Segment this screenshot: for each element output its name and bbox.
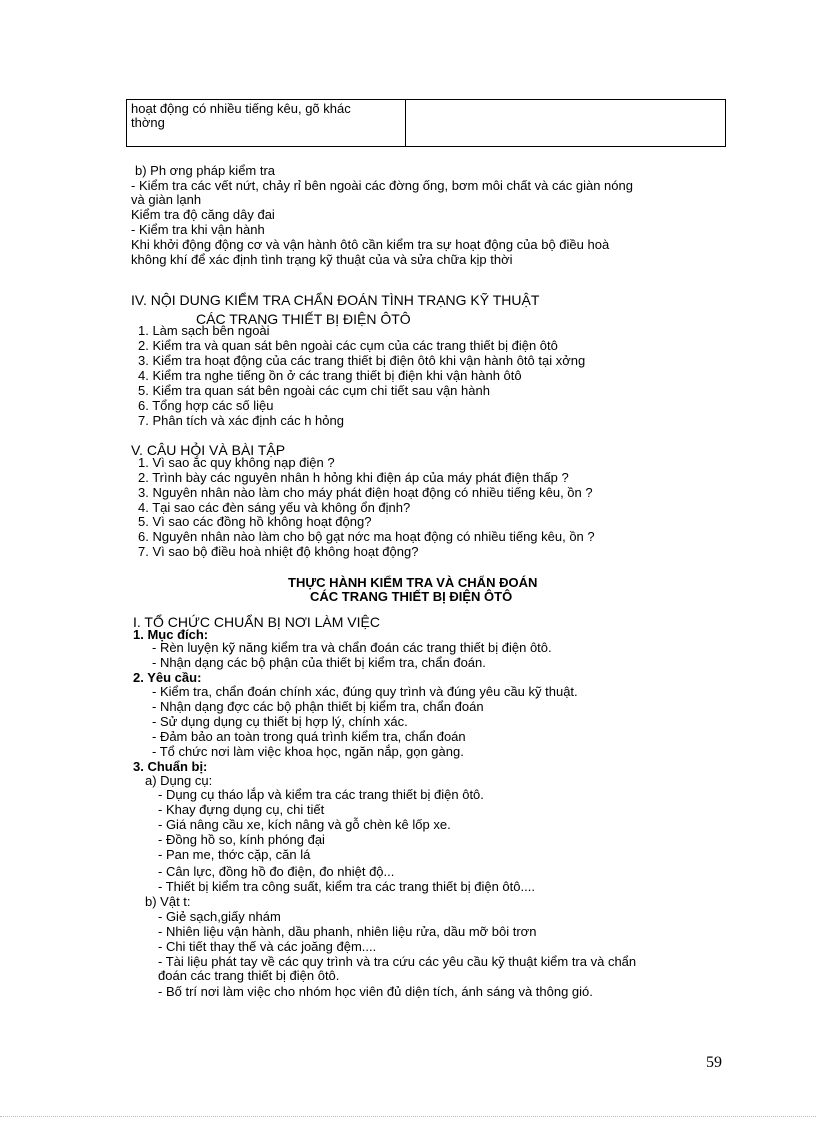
list-item: 7. Vì sao bộ điều hoà nhiệt độ không hoạt động? (138, 544, 419, 559)
list-item: 5. Kiểm tra quan sát bên ngoài các cụm chi tiết sau vận hành (138, 383, 490, 398)
list-item: - Dụng cụ tháo lắp và kiểm tra các trang thiết bị điện ôtô. (158, 787, 484, 802)
method-line: và giàn lạnh (131, 192, 202, 207)
method-line: - Kiểm tra các vết nứt, chảy rỉ bên ngoài các đờng ống, bơm môi chất và các giàn nóng (131, 178, 633, 193)
method-heading: b) Ph ơng pháp kiểm tra (135, 163, 276, 178)
table-cell-line: thờng (131, 115, 165, 130)
table-row (127, 100, 726, 147)
list-item: - Chi tiết thay thế và các joăng đệm.... (158, 939, 377, 954)
list-item: 3. Nguyên nhân nào làm cho máy phát điện hoạt động có nhiều tiếng kêu, ồn ? (138, 485, 593, 500)
list-item: - Pan me, thớc cặp, căn lá (158, 847, 311, 862)
section-iv-title: IV. NỘI DUNG KIỂM TRA CHẨN ĐOÁN TÌNH TRẠNG KỸ THUẬT (131, 292, 540, 308)
list-item: 6. Tổng hợp các số liệu (138, 398, 274, 413)
list-item: - Khay đựng dụng cụ, chi tiết (158, 802, 325, 817)
tools-heading: a) Dụng cụ: (145, 773, 213, 788)
method-line: Kiểm tra độ căng dây đai (131, 207, 275, 222)
list-item: 4. Kiểm tra nghe tiếng ồn ở các trang thiết bị điện khi vận hành ôtô (138, 368, 522, 383)
section-v-title: V. CÂU HỎI VÀ BÀI TẬP (131, 442, 286, 458)
list-item: đoán các trang thiết bị điện ôtô. (158, 968, 340, 983)
list-item: - Nhận dạng đợc các bộ phận thiết bị kiểm tra, chẩn đoán (152, 699, 484, 714)
list-item: - Đồng hồ so, kính phóng đại (158, 832, 325, 847)
list-item: 4. Tại sao các đèn sáng yếu và không ổn định? (138, 500, 411, 515)
practice-title: THỰC HÀNH KIỂM TRA VÀ CHẨN ĐOÁN (288, 575, 538, 590)
list-item: - Nhiên liệu vận hành, dầu phanh, nhiên liệu rửa, dầu mỡ bôi trơn (158, 924, 537, 939)
list-item: 5. Vì sao các đồng hồ không hoạt động? (138, 514, 372, 529)
table-cell-empty (406, 100, 726, 147)
list-item: - Đảm bảo an toàn trong quá trình kiểm tra, chẩn đoán (152, 729, 466, 744)
method-line: - Kiểm tra khi vận hành (131, 222, 265, 237)
list-item: - Tổ chức nơi làm việc khoa học, ngăn nắp, gọn gàng. (152, 744, 464, 759)
list-item: - Bố trí nơi làm việc cho nhóm học viên đủ diện tích, ánh sáng và thông gió. (158, 984, 593, 999)
table-cell-line: hoạt động có nhiều tiếng kêu, gõ khác (131, 101, 351, 116)
requirements-heading: 2. Yêu cầu: (133, 670, 202, 685)
list-item: 7. Phân tích và xác định các h hỏng (138, 413, 344, 428)
list-item: 2. Kiểm tra và quan sát bên ngoài các cụm của các trang thiết bị điện ôtô (138, 338, 558, 353)
list-item: 3. Kiểm tra hoạt động của các trang thiết bị điện ôtô khi vận hành ôtô tại xởng (138, 353, 586, 368)
prepare-heading: 3. Chuẩn bị: (133, 759, 208, 774)
method-line: không khí để xác định tình trạng kỹ thuật của và sửa chữa kịp thời (131, 252, 513, 267)
list-item: - Nhận dạng các bộ phận của thiết bị kiểm tra, chẩn đoán. (152, 655, 486, 670)
method-line: Khi khởi động động cơ và vận hành ôtô cần kiểm tra sự hoạt động của bộ điều hoà (131, 237, 610, 252)
section-i-title: I. TỔ CHỨC CHUẨN BỊ NƠI LÀM VIỆC (133, 614, 380, 630)
purpose-heading: 1. Mục đích: (133, 627, 209, 642)
page-footer-rule (0, 1116, 816, 1117)
page-number: 59 (706, 1054, 722, 1071)
table-cell (127, 100, 406, 147)
list-item: 2. Trình bày các nguyên nhân h hỏng khi điện áp của máy phát điện thấp ? (138, 470, 569, 485)
list-item: - Giá nâng cầu xe, kích nâng và gỗ chèn kê lốp xe. (158, 817, 451, 832)
list-item: 1. Vì sao ắc quy không nạp điện ? (138, 455, 335, 470)
list-item: - Cân lực, đồng hồ đo điện, đo nhiệt độ... (158, 864, 395, 879)
list-item: 1. Làm sạch bên ngoài (138, 323, 270, 338)
list-item: - Rèn luyện kỹ năng kiểm tra và chẩn đoán các trang thiết bị điện ôtô. (152, 640, 552, 655)
list-item: - Thiết bị kiểm tra công suất, kiểm tra các trang thiết bị điện ôtô.... (158, 879, 535, 894)
inspection-table (126, 99, 726, 147)
section-iv-subtitle: CÁC TRANG THIẾT BỊ ĐIỆN ÔTÔ (196, 311, 411, 327)
list-item: - Giẻ sạch,giấy nhám (158, 909, 281, 924)
list-item: - Tài liệu phát tay về các quy trình và tra cứu các yêu cầu kỹ thuật kiểm tra và chẩn (158, 954, 637, 969)
list-item: 6. Nguyên nhân nào làm cho bộ gạt nớc ma hoạt động có nhiều tiếng kêu, ồn ? (138, 529, 595, 544)
materials-heading: b) Vật t: (145, 894, 191, 909)
practice-subtitle: CÁC TRANG THIẾT BỊ ĐIỆN ÔTÔ (310, 589, 513, 604)
list-item: - Kiểm tra, chẩn đoán chính xác, đúng quy trình và đúng yêu cầu kỹ thuật. (152, 684, 578, 699)
list-item: - Sử dụng dụng cụ thiết bị hợp lý, chính xác. (152, 714, 408, 729)
